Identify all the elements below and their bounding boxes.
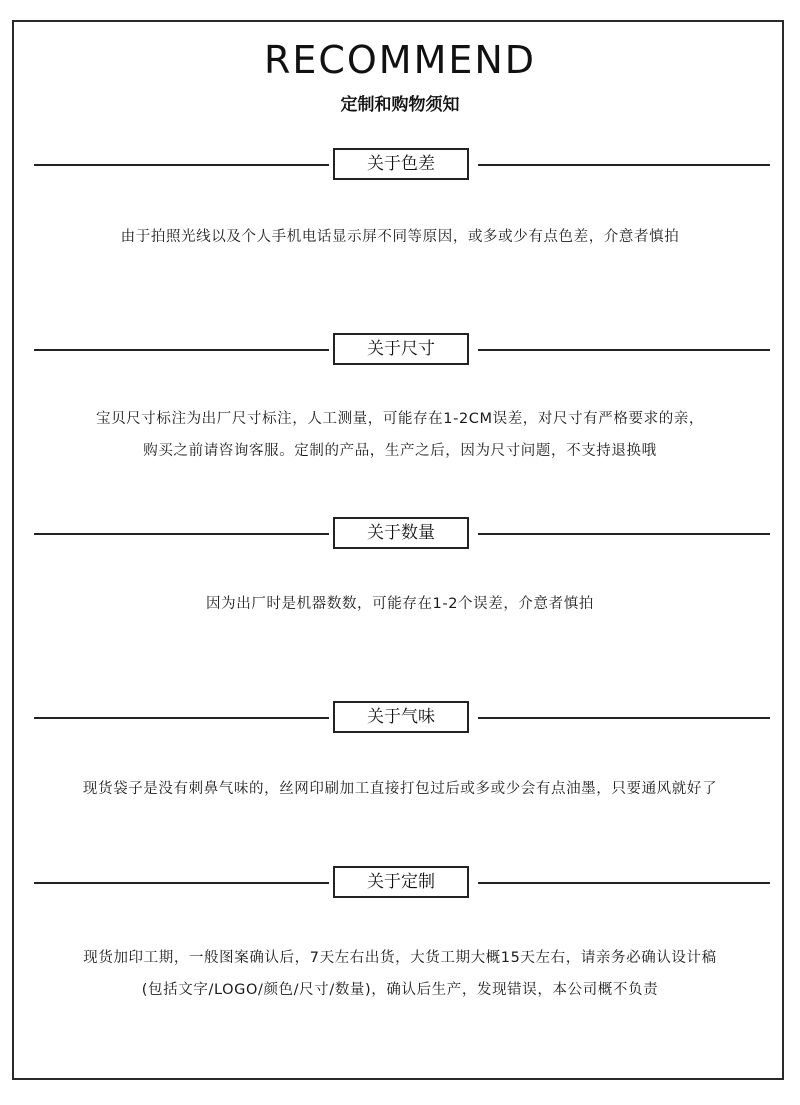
body-line: 购买之前请咨询客服。定制的产品，生产之后，因为尺寸问题，不支持退换哦 <box>143 443 657 459</box>
section-body-quantity <box>20 588 780 620</box>
section-label-color: 关于色差 <box>333 148 469 180</box>
divider-right <box>478 533 770 535</box>
section-header-size <box>30 333 770 367</box>
divider-right <box>478 717 770 719</box>
divider-left <box>34 717 329 719</box>
body-line: 因为出厂时是机器数数，可能存在1-2个误差，介意者慎拍 <box>206 596 594 612</box>
section-body-odor <box>20 773 780 805</box>
section-body-custom <box>20 942 780 1006</box>
divider-left <box>34 349 329 351</box>
page-title: RECOMMEND <box>263 38 537 82</box>
divider-right <box>478 882 770 884</box>
section-label-odor: 关于气味 <box>333 701 469 733</box>
body-line: 现货加印工期，一般图案确认后，7天左右出货，大货工期大概15天左右，请亲务必确认设计稿 <box>83 950 717 966</box>
section-header-quantity <box>30 517 770 551</box>
divider-right <box>478 164 770 166</box>
section-label-size: 关于尺寸 <box>333 333 469 365</box>
body-line: (包括文字/LOGO/颜色/尺寸/数量)，确认后生产，发现错误，本公司概不负责 <box>141 982 659 998</box>
section-header-odor <box>30 701 770 735</box>
section-label-custom: 关于定制 <box>333 866 469 898</box>
section-body-color <box>20 221 780 253</box>
body-line: 宝贝尺寸标注为出厂尺寸标注，人工测量，可能存在1-2CM误差，对尺寸有严格要求的亲， <box>95 411 704 427</box>
divider-left <box>34 533 329 535</box>
divider-left <box>34 164 329 166</box>
section-header-color <box>30 148 770 182</box>
body-line: 由于拍照光线以及个人手机电话显示屏不同等原因，或多或少有点色差，介意者慎拍 <box>120 229 680 245</box>
section-body-size <box>20 403 780 467</box>
body-line: 现货袋子是没有刺鼻气味的，丝网印刷加工直接打包过后或多或少会有点油墨，只要通风就好了 <box>82 781 718 797</box>
divider-left <box>34 882 329 884</box>
page-subtitle: 定制和购物须知 <box>340 95 460 115</box>
section-header-custom <box>30 866 770 900</box>
divider-right <box>478 349 770 351</box>
section-label-quantity: 关于数量 <box>333 517 469 549</box>
